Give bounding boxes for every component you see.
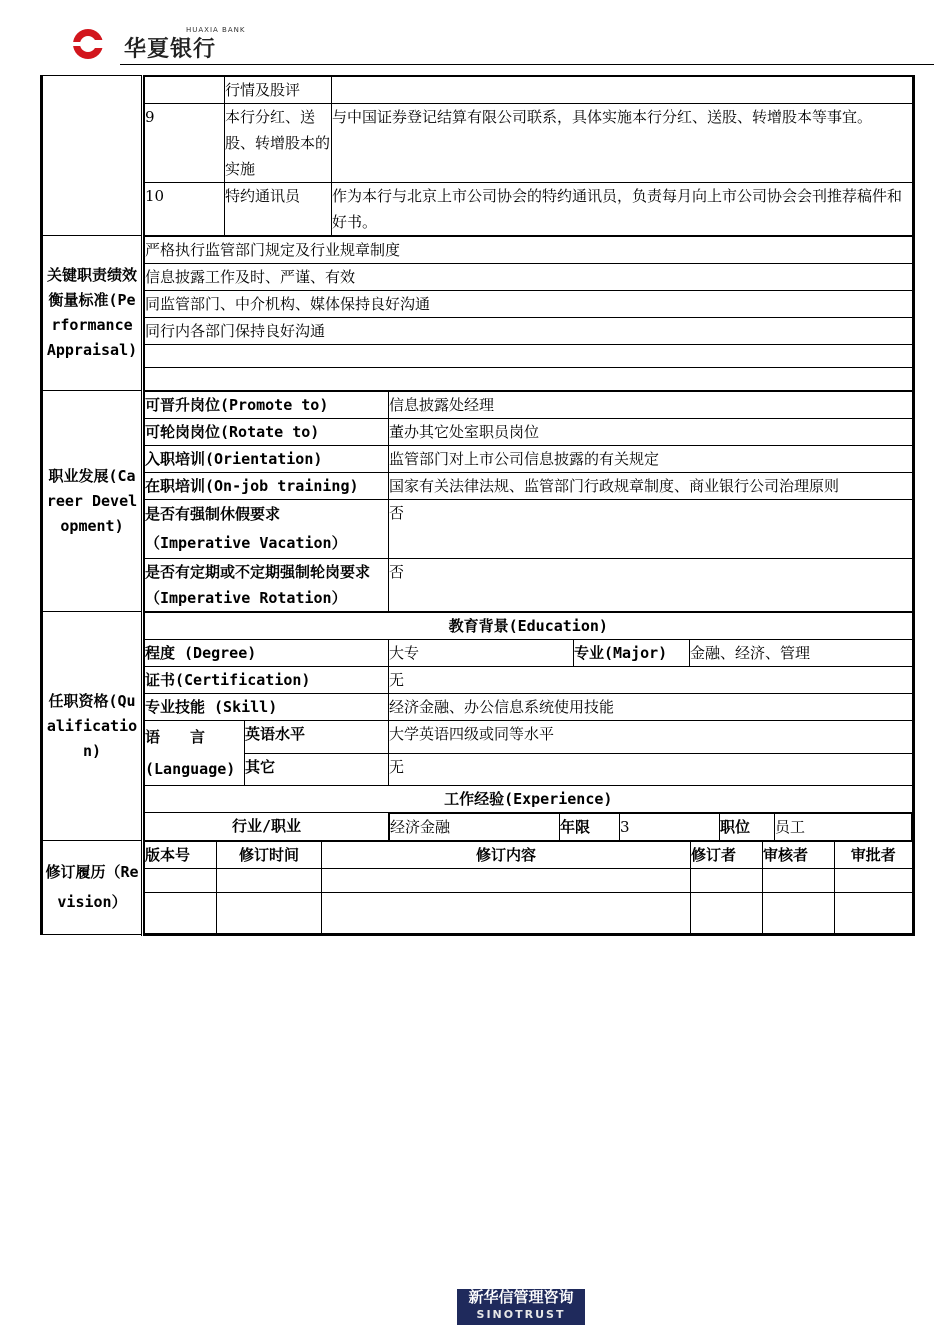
career-section	[42, 391, 914, 612]
duties-label	[42, 76, 143, 236]
duty-no: 9	[145, 104, 225, 183]
position-value: 员工	[775, 814, 912, 841]
position-label: 职位	[720, 814, 775, 841]
career-key: 可晋升岗位(Promote to)	[145, 392, 389, 419]
qualification-section	[42, 612, 914, 841]
qualification-table	[144, 612, 913, 840]
duty-row	[145, 77, 913, 104]
performance-section	[42, 236, 914, 391]
duty-no	[145, 77, 225, 104]
revision-header: 修订者	[691, 842, 763, 869]
revision-label: 修订履历（Revision）	[42, 841, 143, 935]
cert-value: 无	[389, 667, 913, 694]
revision-section	[42, 841, 914, 935]
performance-item: 信息披露工作及时、严谨、有效	[145, 264, 913, 291]
degree-value: 大专	[389, 640, 574, 667]
qualification-label: 任职资格(Qualification)	[42, 612, 143, 841]
duty-desc: 作为本行与北京上市公司协会的特约通讯员，负责每月向上市公司协会会刊推荐稿件和好书。	[332, 183, 913, 236]
duties-section	[42, 76, 914, 236]
duty-name: 行情及股评	[225, 77, 332, 104]
career-label: 职业发展(Career Development)	[42, 391, 143, 612]
english-value: 大学英语四级或同等水平	[389, 721, 913, 754]
career-value: 监管部门对上市公司信息披露的有关规定	[389, 446, 913, 473]
revision-row	[145, 869, 913, 893]
duty-no: 10	[145, 183, 225, 236]
career-value: 国家有关法律法规、监管部门行政规章制度、商业银行公司治理原则	[389, 473, 913, 500]
performance-label: 关键职责绩效衡量标准(Performance Appraisal)	[42, 236, 143, 391]
performance-item: 同监管部门、中介机构、媒体保持良好沟通	[145, 291, 913, 318]
revision-row	[145, 893, 913, 933]
education-title: 教育背景(Education)	[145, 613, 913, 640]
duty-row	[145, 183, 913, 236]
page-header	[0, 0, 950, 70]
revision-table	[144, 841, 913, 933]
degree-label: 程度 (Degree)	[145, 640, 389, 667]
career-value: 信息披露处经理	[389, 392, 913, 419]
other-language-value: 无	[389, 753, 913, 786]
duties-table	[144, 76, 913, 235]
skill-value: 经济金融、办公信息系统使用技能	[389, 694, 913, 721]
english-label: 英语水平	[245, 721, 389, 754]
duty-row	[145, 104, 913, 183]
performance-list	[144, 236, 913, 390]
career-value: 董办其它处室职员岗位	[389, 419, 913, 446]
cert-label: 证书(Certification)	[145, 667, 389, 694]
revision-header: 版本号	[145, 842, 217, 869]
duty-name: 特约通讯员	[225, 183, 332, 236]
other-language-label: 其它	[245, 753, 389, 786]
duty-name: 本行分红、送股、转增股本的实施	[225, 104, 332, 183]
industry-label: 行业/职业	[145, 813, 389, 841]
major-value: 金融、经济、管理	[690, 640, 913, 667]
sinotrust-logo	[457, 1289, 585, 1325]
years-value: 3	[620, 814, 720, 841]
duty-desc	[332, 77, 913, 104]
language-label: 语 言(Language)	[145, 721, 245, 786]
career-key: 是否有定期或不定期强制轮岗要求（Imperative Rotation）	[145, 559, 389, 612]
job-description-table	[40, 75, 915, 936]
revision-header: 修订内容	[322, 842, 691, 869]
revision-header: 审批者	[835, 842, 913, 869]
performance-item: 同行内各部门保持良好沟通	[145, 318, 913, 345]
performance-item: 严格执行监管部门规定及行业规章制度	[145, 237, 913, 264]
revision-header: 审核者	[763, 842, 835, 869]
footer-logo-cn: 新华信管理咨询	[468, 1288, 574, 1306]
bank-name-cn: 华夏银行	[124, 37, 217, 62]
experience-details	[389, 813, 912, 840]
performance-item	[145, 345, 913, 368]
industry-value: 经济金融	[390, 814, 560, 841]
huaxia-bank-logo-icon	[70, 27, 110, 61]
revision-header: 修订时间	[217, 842, 322, 869]
career-key: 是否有强制休假要求 （Imperative Vacation）	[145, 500, 389, 559]
career-value: 否	[389, 500, 913, 559]
header-rule	[120, 64, 934, 65]
duty-desc: 与中国证券登记结算有限公司联系，具体实施本行分红、送股、转增股本等事宜。	[332, 104, 913, 183]
career-key: 可轮岗岗位(Rotate to)	[145, 419, 389, 446]
career-value: 否	[389, 559, 913, 612]
years-label: 年限	[560, 814, 620, 841]
career-key: 在职培训(On-job training)	[145, 473, 389, 500]
career-key: 入职培训(Orientation)	[145, 446, 389, 473]
career-table	[144, 391, 913, 611]
experience-title: 工作经验(Experience)	[145, 786, 913, 813]
bank-name-en: HUAXIA BANK	[186, 26, 246, 34]
skill-label: 专业技能 (Skill)	[145, 694, 389, 721]
major-label: 专业(Major)	[574, 640, 690, 667]
footer-logo-en: SINOTRUST	[476, 1308, 566, 1321]
performance-item	[145, 368, 913, 391]
